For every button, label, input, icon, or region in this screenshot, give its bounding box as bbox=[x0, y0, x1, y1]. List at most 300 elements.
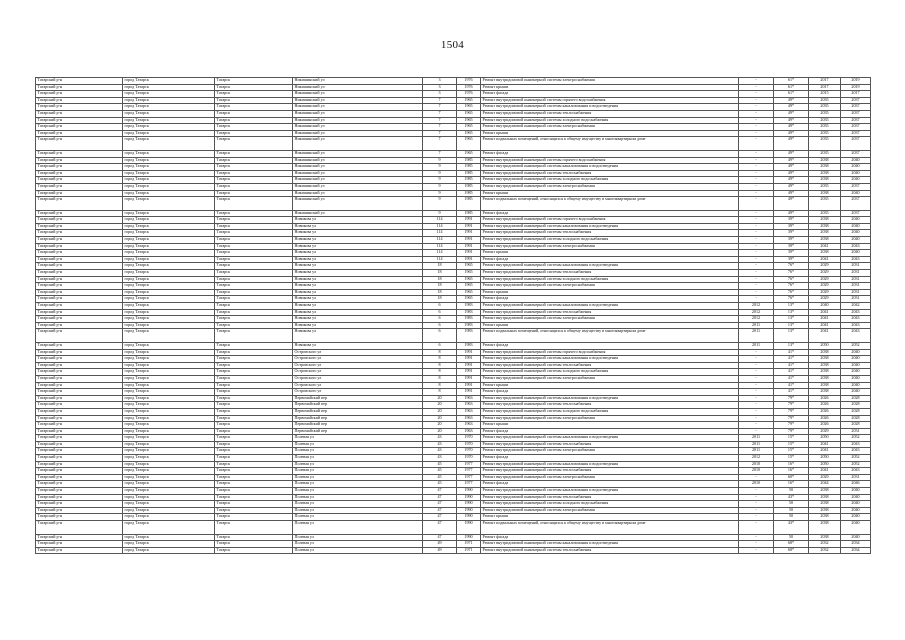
house-number-cell: 9 bbox=[423, 177, 457, 184]
last-repair-year-cell: - bbox=[739, 270, 774, 277]
district-cell: Татарский р-н bbox=[36, 362, 123, 369]
last-repair-year-cell: - bbox=[739, 97, 774, 104]
end-year-cell: 2028 bbox=[841, 408, 871, 415]
street-cell: Никишинский ул bbox=[293, 104, 423, 111]
wear-percent-cell: 49* bbox=[774, 130, 809, 137]
build-year-cell: 1985 bbox=[457, 197, 481, 211]
house-number-cell: 20 bbox=[423, 402, 457, 409]
last-repair-year-cell: 2011 bbox=[739, 342, 774, 349]
end-year-cell: 2037 bbox=[841, 104, 871, 111]
start-year-cell: 2017 bbox=[809, 84, 841, 91]
end-year-cell: 2040 bbox=[841, 164, 871, 171]
wear-percent-cell: 61* bbox=[774, 78, 809, 85]
work-type-cell: Ремонт внутридомовой инженерной системы канализования и водоотведения bbox=[481, 303, 739, 310]
street-cell: Никишинский ул bbox=[293, 117, 423, 124]
end-year-cell: 2043 bbox=[841, 441, 871, 448]
end-year-cell: 2037 bbox=[841, 210, 871, 217]
wear-percent-cell: 49* bbox=[774, 190, 809, 197]
start-year-cell: 2032 bbox=[809, 547, 841, 554]
end-year-cell: 2040 bbox=[841, 521, 871, 535]
end-year-cell: 2037 bbox=[841, 183, 871, 190]
street-cell: Никишинский ул bbox=[293, 110, 423, 117]
settlement-cell: город Татарск bbox=[123, 263, 215, 270]
work-type-cell: Ремонт внутридомовой инженерной системы теплоснабжения bbox=[481, 441, 739, 448]
start-year-cell: 2038 bbox=[809, 230, 841, 237]
last-repair-year-cell: - bbox=[739, 230, 774, 237]
house-number-cell: 47 bbox=[423, 501, 457, 508]
district-cell: Татарский р-н bbox=[36, 243, 123, 250]
wear-percent-cell: 16* bbox=[774, 461, 809, 468]
locality-cell: Татарск bbox=[215, 197, 293, 211]
start-year-cell: 2035 bbox=[809, 104, 841, 111]
wear-percent-cell: 50 bbox=[774, 501, 809, 508]
wear-percent-cell: 49* bbox=[774, 210, 809, 217]
settlement-cell: город Татарск bbox=[123, 303, 215, 310]
settlement-cell: город Татарск bbox=[123, 342, 215, 349]
locality-cell: Татарск bbox=[215, 329, 293, 343]
street-cell: Никишинский ул bbox=[293, 124, 423, 131]
build-year-cell: 1965 bbox=[457, 104, 481, 111]
start-year-cell: 2035 bbox=[809, 124, 841, 131]
district-cell: Татарский р-н bbox=[36, 441, 123, 448]
locality-cell: Татарск bbox=[215, 534, 293, 541]
house-number-cell: 47 bbox=[423, 507, 457, 514]
street-cell: Новикова ул bbox=[293, 263, 423, 270]
district-cell: Татарский р-н bbox=[36, 408, 123, 415]
settlement-cell: город Татарск bbox=[123, 488, 215, 495]
district-cell: Татарский р-н bbox=[36, 84, 123, 91]
work-type-cell: Ремонт крыши bbox=[481, 84, 739, 91]
last-repair-year-cell: - bbox=[739, 256, 774, 263]
work-type-cell: Ремонт крыши bbox=[481, 382, 739, 389]
start-year-cell: 2038 bbox=[809, 237, 841, 244]
house-number-cell: 114 bbox=[423, 243, 457, 250]
settlement-cell: город Татарск bbox=[123, 223, 215, 230]
table-row bbox=[36, 547, 871, 554]
build-year-cell: 1963 bbox=[457, 402, 481, 409]
district-cell: Татарский р-н bbox=[36, 289, 123, 296]
build-year-cell: 1965 bbox=[457, 117, 481, 124]
locality-cell: Татарск bbox=[215, 468, 293, 475]
wear-percent-cell: 41* bbox=[774, 389, 809, 396]
table-row bbox=[36, 170, 871, 177]
locality-cell: Татарск bbox=[215, 494, 293, 501]
settlement-cell: город Татарск bbox=[123, 276, 215, 283]
district-cell: Татарский р-н bbox=[36, 256, 123, 263]
end-year-cell: 2037 bbox=[841, 150, 871, 157]
table-row bbox=[36, 402, 871, 409]
work-type-cell: Ремонт фасада bbox=[481, 481, 739, 488]
work-type-cell: Ремонт внутридомовой инженерной системы канализования и водоотведения bbox=[481, 164, 739, 171]
last-repair-year-cell: - bbox=[739, 422, 774, 429]
wear-percent-cell: 15* bbox=[774, 455, 809, 462]
last-repair-year-cell: - bbox=[739, 389, 774, 396]
end-year-cell: 2028 bbox=[841, 402, 871, 409]
end-year-cell: 2040 bbox=[841, 356, 871, 363]
last-repair-year-cell: - bbox=[739, 223, 774, 230]
street-cell: Полевая ул bbox=[293, 468, 423, 475]
street-cell: Новикова ул bbox=[293, 223, 423, 230]
wear-percent-cell: 79* bbox=[774, 422, 809, 429]
wear-percent-cell: 41* bbox=[774, 369, 809, 376]
table-row bbox=[36, 342, 871, 349]
build-year-cell: 1965 bbox=[457, 276, 481, 283]
wear-percent-cell: 13* bbox=[774, 329, 809, 343]
work-type-cell: Ремонт внутридомовой инженерной системы канализования и водоотведения bbox=[481, 461, 739, 468]
street-cell: Новикова ул bbox=[293, 289, 423, 296]
start-year-cell: 2017 bbox=[809, 78, 841, 85]
end-year-cell: 2037 bbox=[841, 117, 871, 124]
build-year-cell: 1985 bbox=[457, 157, 481, 164]
district-cell: Татарский р-н bbox=[36, 190, 123, 197]
work-type-cell: Ремонт внутридомовой инженерной системы холодного водоснабжения bbox=[481, 117, 739, 124]
house-number-cell: 6 bbox=[423, 316, 457, 323]
table-row bbox=[36, 276, 871, 283]
end-year-cell: 2037 bbox=[841, 110, 871, 117]
table-row bbox=[36, 448, 871, 455]
last-repair-year-cell: - bbox=[739, 375, 774, 382]
locality-cell: Татарск bbox=[215, 130, 293, 137]
work-type-cell: Ремонт внутридомовой инженерной системы канализования и водоотведения bbox=[481, 435, 739, 442]
wear-percent-cell: 50 bbox=[774, 514, 809, 521]
end-year-cell: 2040 bbox=[841, 349, 871, 356]
start-year-cell: 2026 bbox=[809, 408, 841, 415]
settlement-cell: город Татарск bbox=[123, 243, 215, 250]
end-year-cell: 2040 bbox=[841, 250, 871, 257]
street-cell: Полевая ул bbox=[293, 541, 423, 548]
settlement-cell: город Татарск bbox=[123, 541, 215, 548]
build-year-cell: 1977 bbox=[457, 461, 481, 468]
start-year-cell: 2026 bbox=[809, 422, 841, 429]
last-repair-year-cell: - bbox=[739, 130, 774, 137]
last-repair-year-cell: 2010 bbox=[739, 461, 774, 468]
start-year-cell: 2029 bbox=[809, 283, 841, 290]
last-repair-year-cell: 2010 bbox=[739, 481, 774, 488]
last-repair-year-cell: - bbox=[739, 501, 774, 508]
settlement-cell: город Татарск bbox=[123, 170, 215, 177]
build-year-cell: 1965 bbox=[457, 110, 481, 117]
district-cell: Татарский р-н bbox=[36, 296, 123, 303]
locality-cell: Татарск bbox=[215, 303, 293, 310]
last-repair-year-cell: - bbox=[739, 289, 774, 296]
table-row bbox=[36, 541, 871, 548]
locality-cell: Татарск bbox=[215, 415, 293, 422]
work-type-cell: Ремонт фасада bbox=[481, 389, 739, 396]
table-row bbox=[36, 97, 871, 104]
street-cell: Никишинский ул bbox=[293, 157, 423, 164]
street-cell: Никишинский ул bbox=[293, 84, 423, 91]
work-type-cell: Ремонт внутридомовой инженерной системы холодного водоснабжения bbox=[481, 237, 739, 244]
work-type-cell: Ремонт внутридомовой инженерной системы горячего водоснабжения bbox=[481, 349, 739, 356]
work-type-cell: Ремонт крыши bbox=[481, 422, 739, 429]
settlement-cell: город Татарск bbox=[123, 474, 215, 481]
last-repair-year-cell: - bbox=[739, 170, 774, 177]
work-type-cell: Ремонт внутридомовой инженерной системы канализования и водоотведения bbox=[481, 104, 739, 111]
end-year-cell: 2028 bbox=[841, 395, 871, 402]
settlement-cell: город Татарск bbox=[123, 217, 215, 224]
house-number-cell: 45 bbox=[423, 481, 457, 488]
wear-percent-cell: 49* bbox=[774, 150, 809, 157]
work-type-cell: Ремонт внутридомовой инженерной системы теплоснабжения bbox=[481, 170, 739, 177]
settlement-cell: город Татарск bbox=[123, 408, 215, 415]
start-year-cell: 2041 bbox=[809, 468, 841, 475]
last-repair-year-cell: - bbox=[739, 237, 774, 244]
street-cell: Первомайский пер bbox=[293, 408, 423, 415]
wear-percent-cell: 39* bbox=[774, 217, 809, 224]
house-number-cell: 7 bbox=[423, 137, 457, 151]
house-number-cell: 8 bbox=[423, 349, 457, 356]
district-cell: Татарский р-н bbox=[36, 494, 123, 501]
last-repair-year-cell: - bbox=[739, 541, 774, 548]
build-year-cell: 1991 bbox=[457, 375, 481, 382]
table-row bbox=[36, 110, 871, 117]
locality-cell: Татарск bbox=[215, 521, 293, 535]
settlement-cell: город Татарск bbox=[123, 547, 215, 554]
last-repair-year-cell: - bbox=[739, 91, 774, 98]
end-year-cell: 2043 bbox=[841, 468, 871, 475]
district-cell: Татарский р-н bbox=[36, 375, 123, 382]
district-cell: Татарский р-н bbox=[36, 177, 123, 184]
last-repair-year-cell: 2011 bbox=[739, 435, 774, 442]
work-type-cell: Ремонт внутридомовой инженерной системы горячего водоснабжения bbox=[481, 97, 739, 104]
end-year-cell: 2037 bbox=[841, 137, 871, 151]
end-year-cell: 2046 bbox=[841, 481, 871, 488]
district-cell: Татарский р-н bbox=[36, 157, 123, 164]
table-row bbox=[36, 309, 871, 316]
start-year-cell: 2041 bbox=[809, 329, 841, 343]
build-year-cell: 1990 bbox=[457, 501, 481, 508]
last-repair-year-cell: - bbox=[739, 84, 774, 91]
start-year-cell: 2035 bbox=[809, 210, 841, 217]
build-year-cell: 1991 bbox=[457, 250, 481, 257]
locality-cell: Татарск bbox=[215, 150, 293, 157]
end-year-cell: 2040 bbox=[841, 514, 871, 521]
street-cell: Никишинский ул bbox=[293, 197, 423, 211]
district-cell: Татарский р-н bbox=[36, 117, 123, 124]
locality-cell: Татарск bbox=[215, 507, 293, 514]
locality-cell: Татарск bbox=[215, 210, 293, 217]
last-repair-year-cell: - bbox=[739, 150, 774, 157]
last-repair-year-cell: - bbox=[739, 514, 774, 521]
wear-percent-cell: 79* bbox=[774, 415, 809, 422]
work-type-cell: Ремонт фасада bbox=[481, 150, 739, 157]
settlement-cell: город Татарск bbox=[123, 448, 215, 455]
end-year-cell: 2034 bbox=[841, 547, 871, 554]
street-cell: Полевая ул bbox=[293, 507, 423, 514]
house-number-cell: 20 bbox=[423, 415, 457, 422]
end-year-cell: 2040 bbox=[841, 494, 871, 501]
district-cell: Татарский р-н bbox=[36, 547, 123, 554]
street-cell: Никишинский ул bbox=[293, 170, 423, 177]
settlement-cell: город Татарск bbox=[123, 97, 215, 104]
end-year-cell: 2043 bbox=[841, 309, 871, 316]
table-row bbox=[36, 177, 871, 184]
last-repair-year-cell: - bbox=[739, 137, 774, 151]
work-type-cell: Ремонт внутридомовой инженерной системы теплоснабжения bbox=[481, 362, 739, 369]
last-repair-year-cell: - bbox=[739, 243, 774, 250]
locality-cell: Татарск bbox=[215, 170, 293, 177]
end-year-cell: 2031 bbox=[841, 283, 871, 290]
work-type-cell: Ремонт внутридомовой инженерной системы канализования и водоотведения bbox=[481, 395, 739, 402]
build-year-cell: 1971 bbox=[457, 547, 481, 554]
last-repair-year-cell: - bbox=[739, 210, 774, 217]
start-year-cell: 2038 bbox=[809, 514, 841, 521]
table-row bbox=[36, 501, 871, 508]
locality-cell: Татарск bbox=[215, 455, 293, 462]
work-type-cell: Ремонт крыши bbox=[481, 322, 739, 329]
work-type-cell: Ремонт внутридомовой инженерной системы горячего водоснабжения bbox=[481, 157, 739, 164]
street-cell: Островского ул bbox=[293, 356, 423, 363]
house-number-cell: 114 bbox=[423, 230, 457, 237]
settlement-cell: город Татарск bbox=[123, 130, 215, 137]
build-year-cell: 1965 bbox=[457, 289, 481, 296]
street-cell: Полевая ул bbox=[293, 474, 423, 481]
end-year-cell: 2040 bbox=[841, 223, 871, 230]
page-number: 1504 bbox=[440, 39, 465, 51]
wear-percent-cell: 76* bbox=[774, 289, 809, 296]
locality-cell: Татарск bbox=[215, 435, 293, 442]
build-year-cell: 1990 bbox=[457, 507, 481, 514]
last-repair-year-cell: 2011 bbox=[739, 322, 774, 329]
build-year-cell: 1991 bbox=[457, 243, 481, 250]
locality-cell: Татарск bbox=[215, 97, 293, 104]
wear-percent-cell: 49* bbox=[774, 170, 809, 177]
district-cell: Татарский р-н bbox=[36, 217, 123, 224]
end-year-cell: 2031 bbox=[841, 263, 871, 270]
settlement-cell: город Татарск bbox=[123, 349, 215, 356]
street-cell: Никишинский ул bbox=[293, 177, 423, 184]
wear-percent-cell: 41* bbox=[774, 382, 809, 389]
district-cell: Татарский р-н bbox=[36, 534, 123, 541]
settlement-cell: город Татарск bbox=[123, 435, 215, 442]
wear-percent-cell: 68* bbox=[774, 547, 809, 554]
build-year-cell: 1985 bbox=[457, 183, 481, 190]
street-cell: Новикова ул bbox=[293, 276, 423, 283]
settlement-cell: город Татарск bbox=[123, 110, 215, 117]
build-year-cell: 1991 bbox=[457, 369, 481, 376]
locality-cell: Татарск bbox=[215, 296, 293, 303]
district-cell: Татарский р-н bbox=[36, 183, 123, 190]
work-type-cell: Ремонт внутридомовой инженерной системы теплоснабжения bbox=[481, 110, 739, 117]
district-cell: Татарский р-н bbox=[36, 104, 123, 111]
locality-cell: Татарск bbox=[215, 441, 293, 448]
street-cell: Полевая ул bbox=[293, 481, 423, 488]
build-year-cell: 1965 bbox=[457, 263, 481, 270]
house-number-cell: 18 bbox=[423, 289, 457, 296]
locality-cell: Татарск bbox=[215, 375, 293, 382]
work-type-cell: Ремонт подвальных помещений, относящихся к общему имуществу в многоквартирном доме bbox=[481, 197, 739, 211]
settlement-cell: город Татарск bbox=[123, 183, 215, 190]
district-cell: Татарский р-н bbox=[36, 230, 123, 237]
locality-cell: Татарск bbox=[215, 117, 293, 124]
end-year-cell: 2031 bbox=[841, 428, 871, 435]
last-repair-year-cell: 2011 bbox=[739, 441, 774, 448]
house-number-cell: 9 bbox=[423, 197, 457, 211]
house-number-cell: 114 bbox=[423, 256, 457, 263]
work-type-cell: Ремонт внутридомовой инженерной системы горячего водоснабжения bbox=[481, 217, 739, 224]
house-number-cell: 20 bbox=[423, 395, 457, 402]
street-cell: Никишинский ул bbox=[293, 164, 423, 171]
locality-cell: Татарск bbox=[215, 263, 293, 270]
settlement-cell: город Татарск bbox=[123, 289, 215, 296]
build-year-cell: 1965 bbox=[457, 137, 481, 151]
table-row bbox=[36, 441, 871, 448]
work-type-cell: Ремонт внутридомовой инженерной системы электроснабжения bbox=[481, 474, 739, 481]
table-row bbox=[36, 164, 871, 171]
wear-percent-cell: 50 bbox=[774, 488, 809, 495]
build-year-cell: 1963 bbox=[457, 422, 481, 429]
locality-cell: Татарск bbox=[215, 474, 293, 481]
last-repair-year-cell: - bbox=[739, 382, 774, 389]
work-type-cell: Ремонт внутридомовой инженерной системы холодного водоснабжения bbox=[481, 369, 739, 376]
street-cell: Новикова ул bbox=[293, 237, 423, 244]
wear-percent-cell: 49* bbox=[774, 117, 809, 124]
settlement-cell: город Татарск bbox=[123, 369, 215, 376]
build-year-cell: 1985 bbox=[457, 190, 481, 197]
wear-percent-cell: 49* bbox=[774, 104, 809, 111]
house-number-cell: 3 bbox=[423, 78, 457, 85]
street-cell: Новикова ул bbox=[293, 309, 423, 316]
build-year-cell: 1965 bbox=[457, 130, 481, 137]
last-repair-year-cell: - bbox=[739, 164, 774, 171]
end-year-cell: 2031 bbox=[841, 289, 871, 296]
street-cell: Островского ул bbox=[293, 349, 423, 356]
last-repair-year-cell: - bbox=[739, 402, 774, 409]
district-cell: Татарский р-н bbox=[36, 316, 123, 323]
house-number-cell: 8 bbox=[423, 389, 457, 396]
locality-cell: Татарск bbox=[215, 164, 293, 171]
wear-percent-cell: 49* bbox=[774, 124, 809, 131]
house-number-cell: 43 bbox=[423, 448, 457, 455]
work-type-cell: Ремонт крыши bbox=[481, 130, 739, 137]
house-number-cell: 43 bbox=[423, 455, 457, 462]
start-year-cell: 2029 bbox=[809, 474, 841, 481]
build-year-cell: 1970 bbox=[457, 448, 481, 455]
last-repair-year-cell: - bbox=[739, 362, 774, 369]
district-cell: Татарский р-н bbox=[36, 124, 123, 131]
build-year-cell: 1983 bbox=[457, 329, 481, 343]
locality-cell: Татарск bbox=[215, 237, 293, 244]
end-year-cell: 2037 bbox=[841, 97, 871, 104]
settlement-cell: город Татарск bbox=[123, 84, 215, 91]
table-row bbox=[36, 270, 871, 277]
start-year-cell: 2035 bbox=[809, 97, 841, 104]
last-repair-year-cell: - bbox=[739, 349, 774, 356]
end-year-cell: 2031 bbox=[841, 270, 871, 277]
end-year-cell: 2040 bbox=[841, 157, 871, 164]
district-cell: Татарский р-н bbox=[36, 389, 123, 396]
end-year-cell: 2031 bbox=[841, 474, 871, 481]
house-number-cell: 3 bbox=[423, 84, 457, 91]
start-year-cell: 2038 bbox=[809, 362, 841, 369]
end-year-cell: 2040 bbox=[841, 237, 871, 244]
table-row bbox=[36, 488, 871, 495]
locality-cell: Татарск bbox=[215, 316, 293, 323]
start-year-cell: 2038 bbox=[809, 375, 841, 382]
work-type-cell: Ремонт внутридомовой инженерной системы канализования и водоотведения bbox=[481, 263, 739, 270]
street-cell: Полевая ул bbox=[293, 494, 423, 501]
house-number-cell: 9 bbox=[423, 183, 457, 190]
last-repair-year-cell: 2011 bbox=[739, 448, 774, 455]
street-cell: Полевая ул bbox=[293, 514, 423, 521]
district-cell: Татарский р-н bbox=[36, 481, 123, 488]
house-number-cell: 47 bbox=[423, 494, 457, 501]
street-cell: Новикова ул bbox=[293, 270, 423, 277]
district-cell: Татарский р-н bbox=[36, 395, 123, 402]
settlement-cell: город Татарск bbox=[123, 197, 215, 211]
district-cell: Татарский р-н bbox=[36, 283, 123, 290]
work-type-cell: Ремонт внутридомовой инженерной системы холодного водоснабжения bbox=[481, 408, 739, 415]
